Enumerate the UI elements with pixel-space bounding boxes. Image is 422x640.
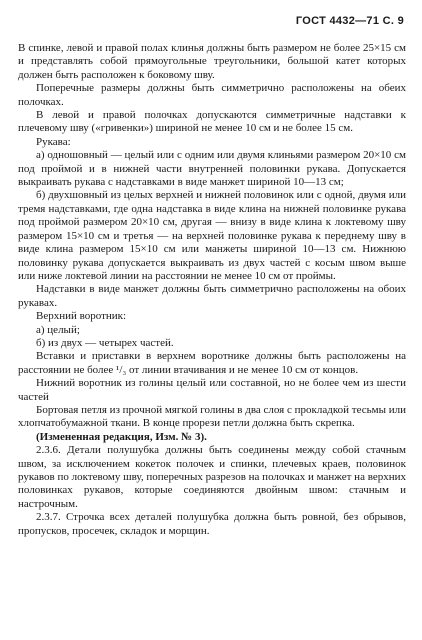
heading-sleeves: Рукава: (36, 135, 71, 148)
paragraph-wedges: В спинке, левой и правой полах клинья должны быть размером не более 25×15 см и представлять собой прямоугольные треугольники, большой катет которых должен быть расположен к боковому шву. (18, 42, 406, 81)
clause-2-3-6: 2.3.6. Детали полушубка должны быть соединены между собой стачным швом, за исключением кокеток полочек и спинки, плечевых краев, половинок рукавов по локтевому шву, поперечных разрезов на полочках и манжет на верхних половинках рукавов, которые соединяются двойным швом: стачным и настрочным. (18, 444, 406, 510)
paragraph-lower-collar: Нижний воротник из голины целый или составной, но не более чем из шести частей (18, 377, 406, 403)
heading-upper-collar: Верхний воротник: (36, 310, 127, 323)
paragraph-cross-sizes: Поперечные размеры должны быть симметрично расположены на обеих полочках. (18, 82, 406, 108)
clause-2-3-7: 2.3.7. Строчка всех деталей полушубка должна быть ровной, без обрывов, пропусков, просечек, складок и морщин. (18, 511, 406, 537)
amendment-note: (Измененная редакция, Изм. № 3). (36, 430, 207, 443)
list-item-collar-b: б) из двух — четырех частей. (36, 336, 174, 349)
list-item-sleeve-b: б) двухшовный из целых верхней и нижней половинок или с одной, двумя или тремя надставками, где одна надставка в виде клина на нижней половинке рукава под проймой размером 20×10 см, другая — внизу в виде клина к локтевому шву размером 15×10 см и третья — на верхней половинке рукава к переднему шву в виде клина размером 15×10 см или манжеты шириной 10—13 см. Нижнюю половинку рукава допускается выкраивать из двух частей с косым швом выше или ниже локтевой линии на расстоянии не менее 10 см от проймы. (18, 189, 406, 282)
paragraph-shoulder-inserts: В левой и правой полочках допускаются симметричные надставки к плечевому шву («гривенки») шириной не менее 10 см и не более 15 см. (18, 109, 406, 135)
list-item-sleeve-a: а) одношовный — целый или с одним или двумя клиньями размером 20×10 см под проймой и в нижней части внутренней половинки рукава. Допускается выкраивать рукава с надставками в виде манжет шириной 10—13 см; (18, 149, 406, 189)
paragraph-cuffs: Надставки в виде манжет должны быть симметрично расположены на обоих рукавах. (18, 283, 406, 309)
list-item-collar-a: а) целый; (36, 323, 80, 336)
page-header: ГОСТ 4432—71 С. 9 (295, 15, 404, 27)
paragraph-buttonhole: Бортовая петля из прочной мягкой голины в два слоя с прокладкой тесьмы или хлопчатобумажной ткани. В конце прорези петли должна быть скрепка. (18, 403, 406, 430)
document-body (18, 42, 406, 538)
paragraph-collar-inserts: Вставки и приставки в верхнем воротнике должны быть расположены на расстоянии не более ¹/₃ от линии втачивания и не менее 10 см от концов. (18, 350, 406, 376)
